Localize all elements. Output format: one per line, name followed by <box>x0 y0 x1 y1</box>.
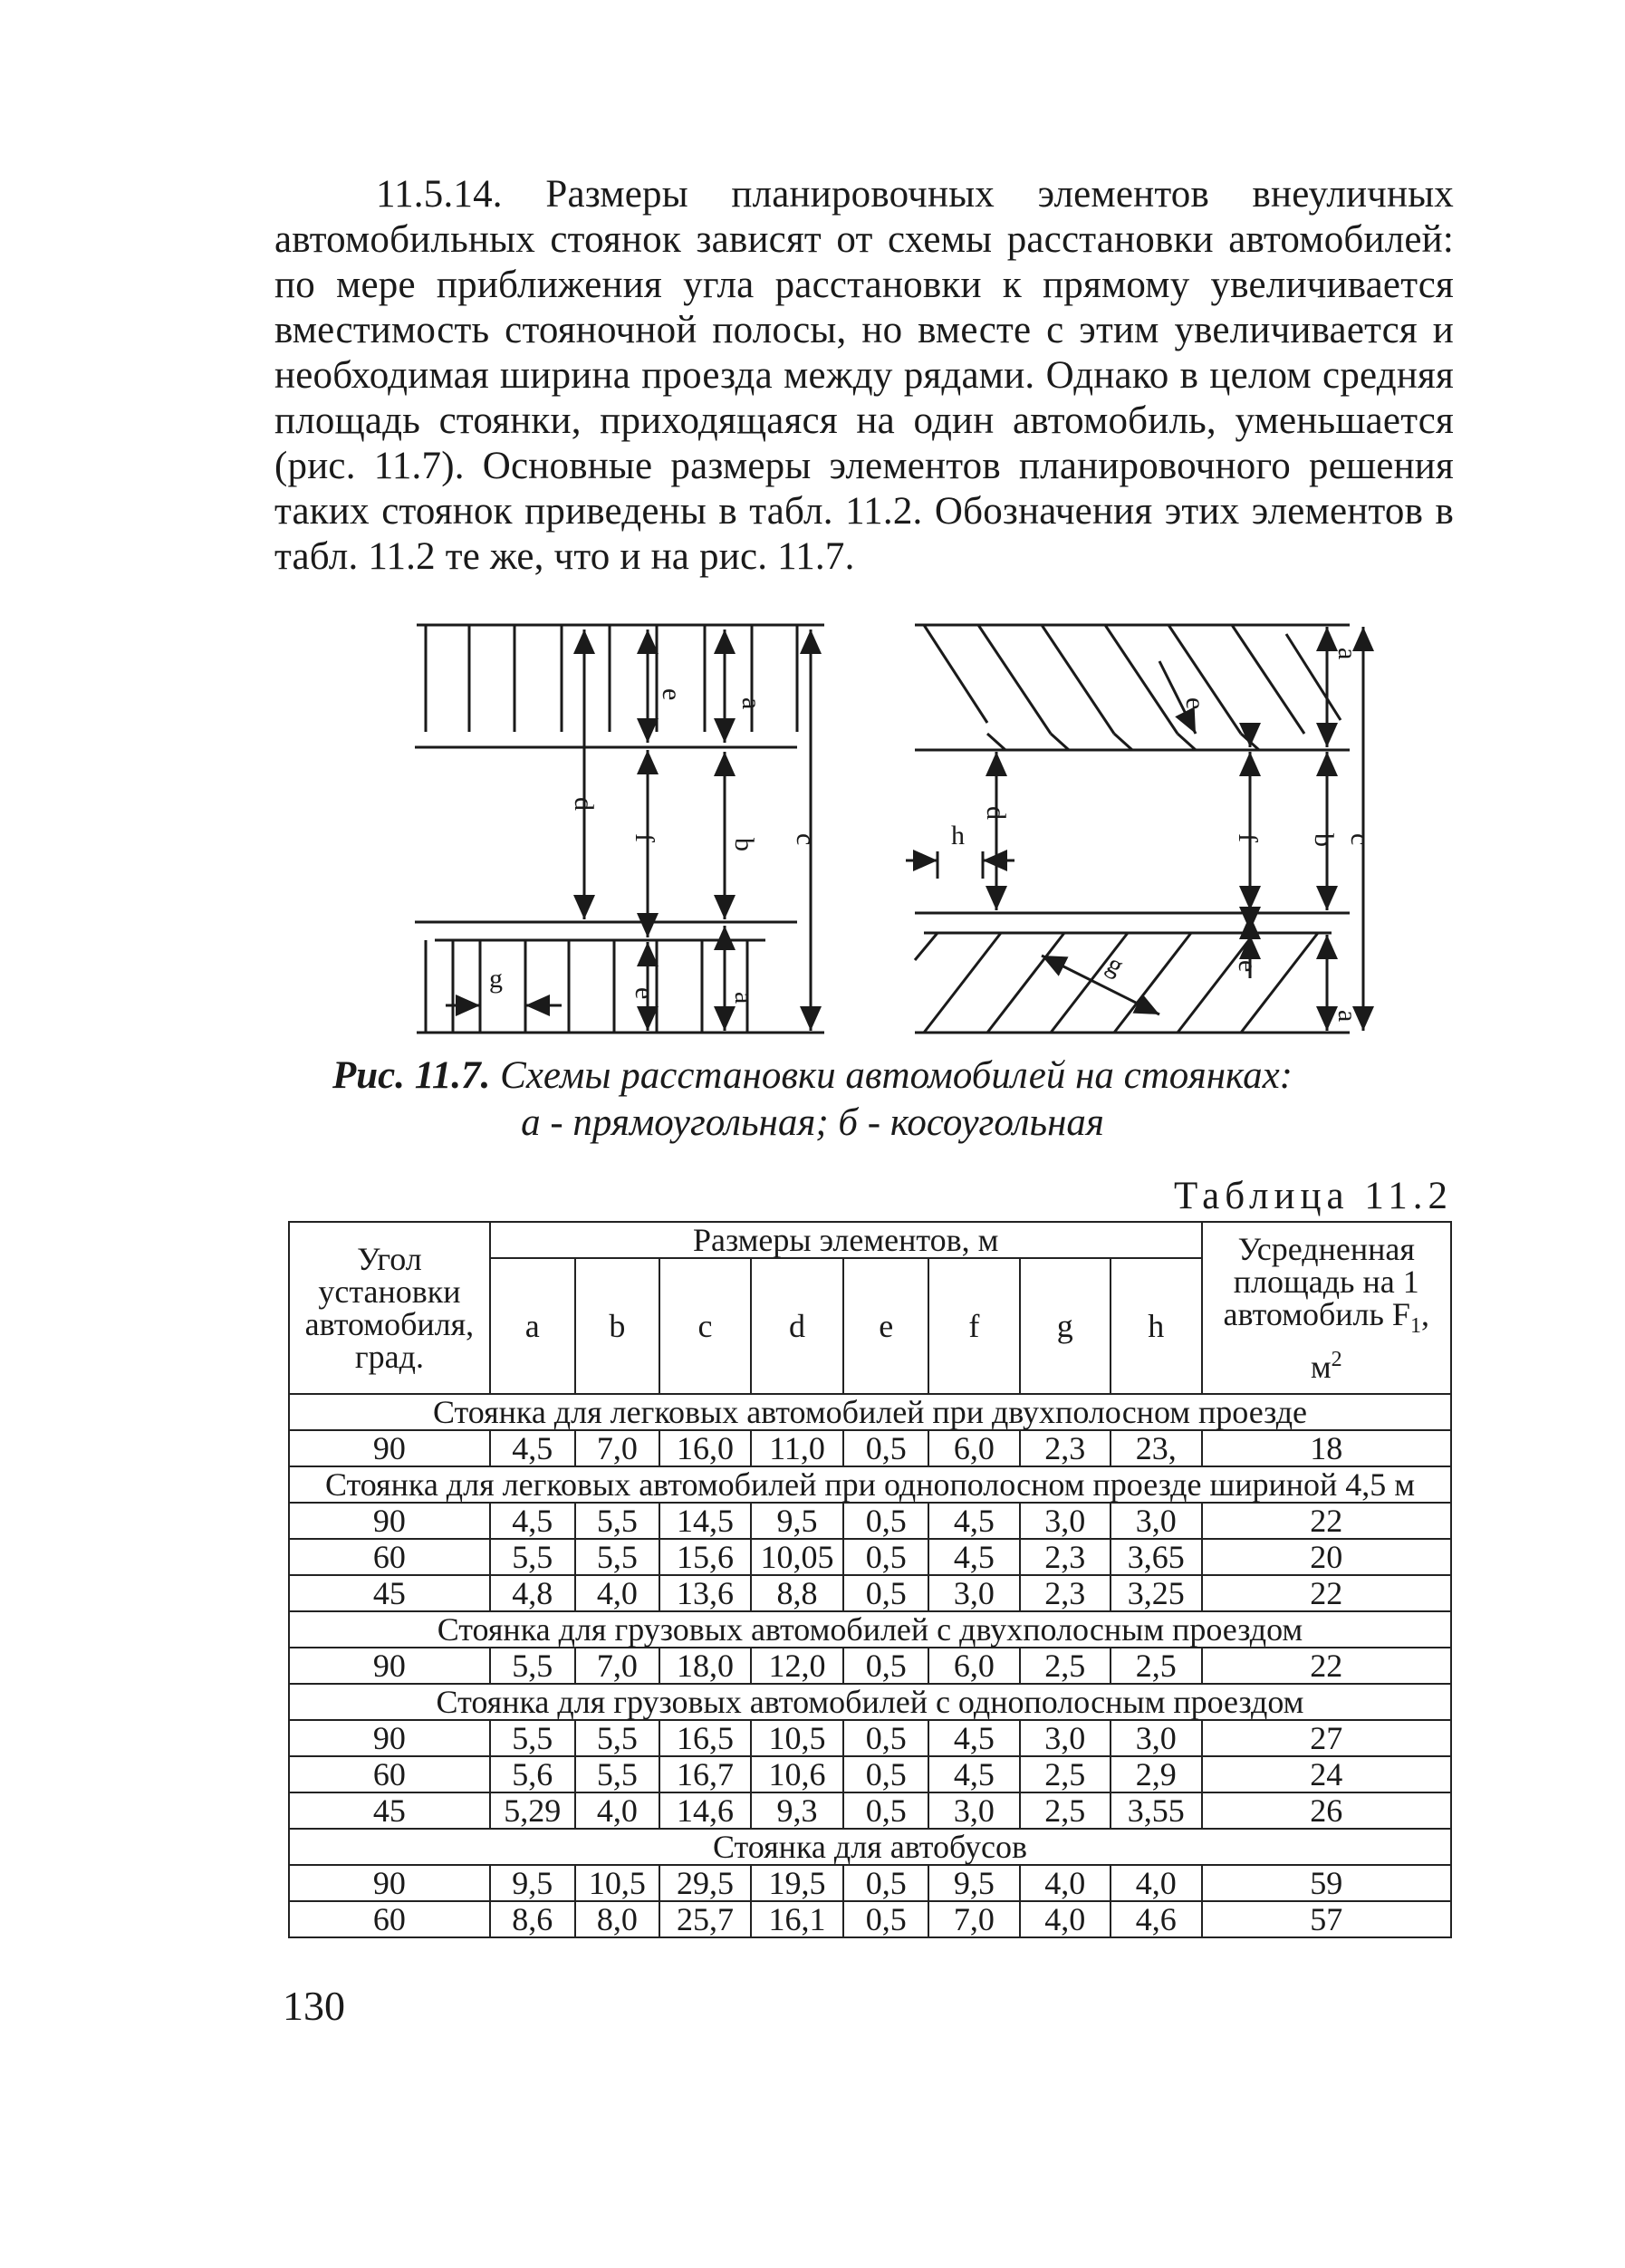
col-header: c <box>659 1258 750 1394</box>
table-cell: 22 <box>1202 1648 1452 1684</box>
table-cell: 4,6 <box>1111 1901 1201 1937</box>
dim-a-bottom: a <box>729 992 759 1004</box>
table-cell: 5,29 <box>490 1792 575 1829</box>
table-cell: 3,65 <box>1111 1539 1201 1575</box>
table-cell: 2,3 <box>1020 1430 1111 1466</box>
section-title: Стоянка для легковых автомобилей при однополосном проезде шириной 4,5 м <box>289 1466 1451 1503</box>
table-cell: 26 <box>1202 1792 1452 1829</box>
table-cell: 59 <box>1202 1865 1452 1901</box>
table-cell: 4,5 <box>928 1756 1019 1792</box>
table-row <box>289 1792 1451 1829</box>
table-cell: 5,5 <box>490 1648 575 1684</box>
table-cell: 9,5 <box>928 1865 1019 1901</box>
table-cell: 57 <box>1202 1901 1452 1937</box>
table-row <box>289 1901 1451 1937</box>
table-row <box>289 1756 1451 1792</box>
table-cell: 2,5 <box>1111 1648 1201 1684</box>
table-cell: 5,5 <box>490 1720 575 1756</box>
table-cell: 4,0 <box>575 1792 660 1829</box>
table-cell: 0,5 <box>843 1430 928 1466</box>
section-row <box>289 1466 1451 1503</box>
dim-d: d <box>569 797 599 811</box>
table-cell: 10,05 <box>751 1539 844 1575</box>
table-cell: 3,25 <box>1111 1575 1201 1611</box>
table-cell: 6,0 <box>928 1648 1019 1684</box>
section-row <box>289 1611 1451 1648</box>
table-cell: 6,0 <box>928 1430 1019 1466</box>
dim-c: c <box>791 833 821 846</box>
table-cell: 0,5 <box>843 1792 928 1829</box>
table-cell: 9,5 <box>490 1865 575 1901</box>
dim-b-b: b <box>1309 833 1339 847</box>
table-cell: 2,3 <box>1020 1575 1111 1611</box>
col-header: e <box>843 1258 928 1394</box>
table-row <box>289 1539 1451 1575</box>
table-cell: 16,0 <box>659 1430 750 1466</box>
angle-header: Угол установки автомобиля, град. <box>289 1222 490 1394</box>
col-header: g <box>1020 1258 1111 1394</box>
section-row <box>289 1829 1451 1865</box>
table-cell: 4,5 <box>490 1503 575 1539</box>
section-title: Стоянка для грузовых автомобилей с двухполосным проездом <box>289 1611 1451 1648</box>
figure-caption-line-2: а - прямоугольная; б - косоугольная <box>521 1101 1104 1144</box>
table-cell: 16,1 <box>751 1901 844 1937</box>
col-header: h <box>1111 1258 1201 1394</box>
scheme-a <box>370 613 824 1033</box>
parking-schemes-figure <box>344 607 1377 1060</box>
table-cell: 0,5 <box>843 1575 928 1611</box>
table-cell: 3,0 <box>928 1575 1019 1611</box>
table-cell: 3,55 <box>1111 1792 1201 1829</box>
table-row <box>289 1865 1451 1901</box>
table-row <box>289 1503 1451 1539</box>
table-cell: 3,0 <box>928 1792 1019 1829</box>
col-header: f <box>928 1258 1019 1394</box>
table-cell: 90 <box>289 1865 490 1901</box>
table-cell: 10,5 <box>751 1720 844 1756</box>
figure-caption-line-1: Рис. 11.7. Схемы расстановки автомобилей на стоянках: <box>332 1054 1293 1097</box>
dim-b-e-top: e <box>1180 697 1210 710</box>
dim-b-c: c <box>1345 833 1375 846</box>
table-cell: 0,5 <box>843 1720 928 1756</box>
section-row <box>289 1684 1451 1720</box>
table-cell: 2,5 <box>1020 1648 1111 1684</box>
table-cell: 0,5 <box>843 1539 928 1575</box>
table-cell: 20 <box>1202 1539 1452 1575</box>
table-cell: 25,7 <box>659 1901 750 1937</box>
table-cell: 14,6 <box>659 1792 750 1829</box>
dim-e-bottom: e <box>630 987 659 1000</box>
table-cell: 22 <box>1202 1503 1452 1539</box>
table-cell: 7,0 <box>575 1648 660 1684</box>
table-cell: 10,5 <box>575 1865 660 1901</box>
dim-f: f <box>630 833 659 842</box>
dim-b-e-bottom: e <box>1233 960 1263 973</box>
table-cell: 7,0 <box>575 1430 660 1466</box>
dim-b-d: d <box>981 806 1011 820</box>
table-cell: 90 <box>289 1648 490 1684</box>
table-cell: 9,3 <box>751 1792 844 1829</box>
parking-dimensions-table <box>288 1221 1452 1938</box>
table-cell: 2,3 <box>1020 1539 1111 1575</box>
section-title: Стоянка для автобусов <box>289 1829 1451 1865</box>
table-cell: 4,5 <box>928 1503 1019 1539</box>
table-cell: 23, <box>1111 1430 1201 1466</box>
table-row <box>289 1575 1451 1611</box>
table-cell: 0,5 <box>843 1648 928 1684</box>
dim-b-f: f <box>1233 833 1263 842</box>
table-cell: 60 <box>289 1901 490 1937</box>
table-cell: 18,0 <box>659 1648 750 1684</box>
table-cell: 8,8 <box>751 1575 844 1611</box>
table-cell: 5,5 <box>575 1756 660 1792</box>
table-cell: 8,6 <box>490 1901 575 1937</box>
table-cell: 60 <box>289 1539 490 1575</box>
scheme-b-dim-labels <box>951 648 1375 1022</box>
page-number: 130 <box>283 1983 345 2029</box>
scheme-a-dim-labels <box>489 688 821 1004</box>
table-cell: 7,0 <box>928 1901 1019 1937</box>
table-cell: 4,5 <box>928 1539 1019 1575</box>
dim-b-a-bottom: a <box>1332 1010 1362 1023</box>
table-cell: 4,0 <box>1111 1865 1201 1901</box>
table-cell: 5,5 <box>490 1539 575 1575</box>
dim-b-g: g <box>1101 948 1129 982</box>
table-title: Таблица 11.2 <box>1173 1175 1453 1217</box>
table-cell: 10,6 <box>751 1756 844 1792</box>
table-cell: 4,0 <box>1020 1901 1111 1937</box>
dim-b-a-top: a <box>1332 648 1362 660</box>
table-cell: 5,5 <box>575 1503 660 1539</box>
body-paragraph: 11.5.14. Размеры планировочных элементов внеуличных автомобильных стоянок зависят от схемы расстановки автомобилей: по мере приближения угла расстановки к прямому увеличивается вместимость стояночной полосы, но вместе с этим увеличивается и необходимая ширина проезда между рядами. Однако в целом средняя площадь стоянки, приходящаяся на один автомобиль, уменьшается (рис. 11.7). Основные размеры элементов планировочного решения таких стоянок приведены в табл. 11.2. Обозначения этих элементов в табл. 11.2 те же, что и на рис. 11.7. <box>274 173 1454 578</box>
table-cell: 16,7 <box>659 1756 750 1792</box>
table-cell: 0,5 <box>843 1503 928 1539</box>
dim-a-top: a <box>736 697 766 710</box>
table-cell: 3,0 <box>1020 1720 1111 1756</box>
table-cell: 18 <box>1202 1430 1452 1466</box>
table-cell: 0,5 <box>843 1865 928 1901</box>
table-cell: 3,0 <box>1111 1503 1201 1539</box>
section-title: Стоянка для грузовых автомобилей с однополосным проездом <box>289 1684 1451 1720</box>
table-cell: 2,5 <box>1020 1792 1111 1829</box>
table-row <box>289 1720 1451 1756</box>
dim-b-h: h <box>951 821 965 850</box>
table-cell: 19,5 <box>751 1865 844 1901</box>
section-row <box>289 1394 1451 1430</box>
table-cell: 0,5 <box>843 1901 928 1937</box>
dim-b: b <box>729 838 759 851</box>
table-cell: 4,5 <box>490 1430 575 1466</box>
table-row <box>289 1430 1451 1466</box>
table-cell: 3,0 <box>1020 1503 1111 1539</box>
table-cell: 5,5 <box>575 1539 660 1575</box>
col-header: d <box>751 1258 844 1394</box>
table-cell: 5,6 <box>490 1756 575 1792</box>
table-cell: 4,0 <box>1020 1865 1111 1901</box>
table-cell: 90 <box>289 1503 490 1539</box>
scheme-b-label: б) <box>862 613 887 646</box>
table-row <box>289 1648 1451 1684</box>
table-cell: 90 <box>289 1720 490 1756</box>
table-cell: 11,0 <box>751 1430 844 1466</box>
dims-group-header: Размеры элементов, м <box>490 1222 1202 1258</box>
table-cell: 27 <box>1202 1720 1452 1756</box>
col-header: b <box>575 1258 660 1394</box>
scheme-a-label: а) <box>370 613 392 646</box>
table-cell: 45 <box>289 1792 490 1829</box>
table-cell: 45 <box>289 1575 490 1611</box>
table-cell: 2,9 <box>1111 1756 1201 1792</box>
table-cell: 8,0 <box>575 1901 660 1937</box>
table-cell: 0,5 <box>843 1756 928 1792</box>
table-cell: 9,5 <box>751 1503 844 1539</box>
table-cell: 14,5 <box>659 1503 750 1539</box>
table-cell: 90 <box>289 1430 490 1466</box>
col-header: a <box>490 1258 575 1394</box>
table-cell: 60 <box>289 1756 490 1792</box>
section-title: Стоянка для легковых автомобилей при двухполосном проезде <box>289 1394 1451 1430</box>
table-cell: 29,5 <box>659 1865 750 1901</box>
dim-e-top: e <box>657 688 687 701</box>
table-cell: 12,0 <box>751 1648 844 1684</box>
area-header: Усредненная площадь на 1 автомобиль $F_1$, $м^2$ <box>1202 1222 1452 1394</box>
table-cell: 22 <box>1202 1575 1452 1611</box>
table-cell: 4,8 <box>490 1575 575 1611</box>
table-cell: 5,5 <box>575 1720 660 1756</box>
table-cell: 4,5 <box>928 1720 1019 1756</box>
table-cell: 15,6 <box>659 1539 750 1575</box>
table-cell: 16,5 <box>659 1720 750 1756</box>
dim-g: g <box>489 964 503 994</box>
table-cell: 4,0 <box>575 1575 660 1611</box>
table-cell: 24 <box>1202 1756 1452 1792</box>
table-cell: 13,6 <box>659 1575 750 1611</box>
table-cell: 3,0 <box>1111 1720 1201 1756</box>
table-cell: 2,5 <box>1020 1756 1111 1792</box>
